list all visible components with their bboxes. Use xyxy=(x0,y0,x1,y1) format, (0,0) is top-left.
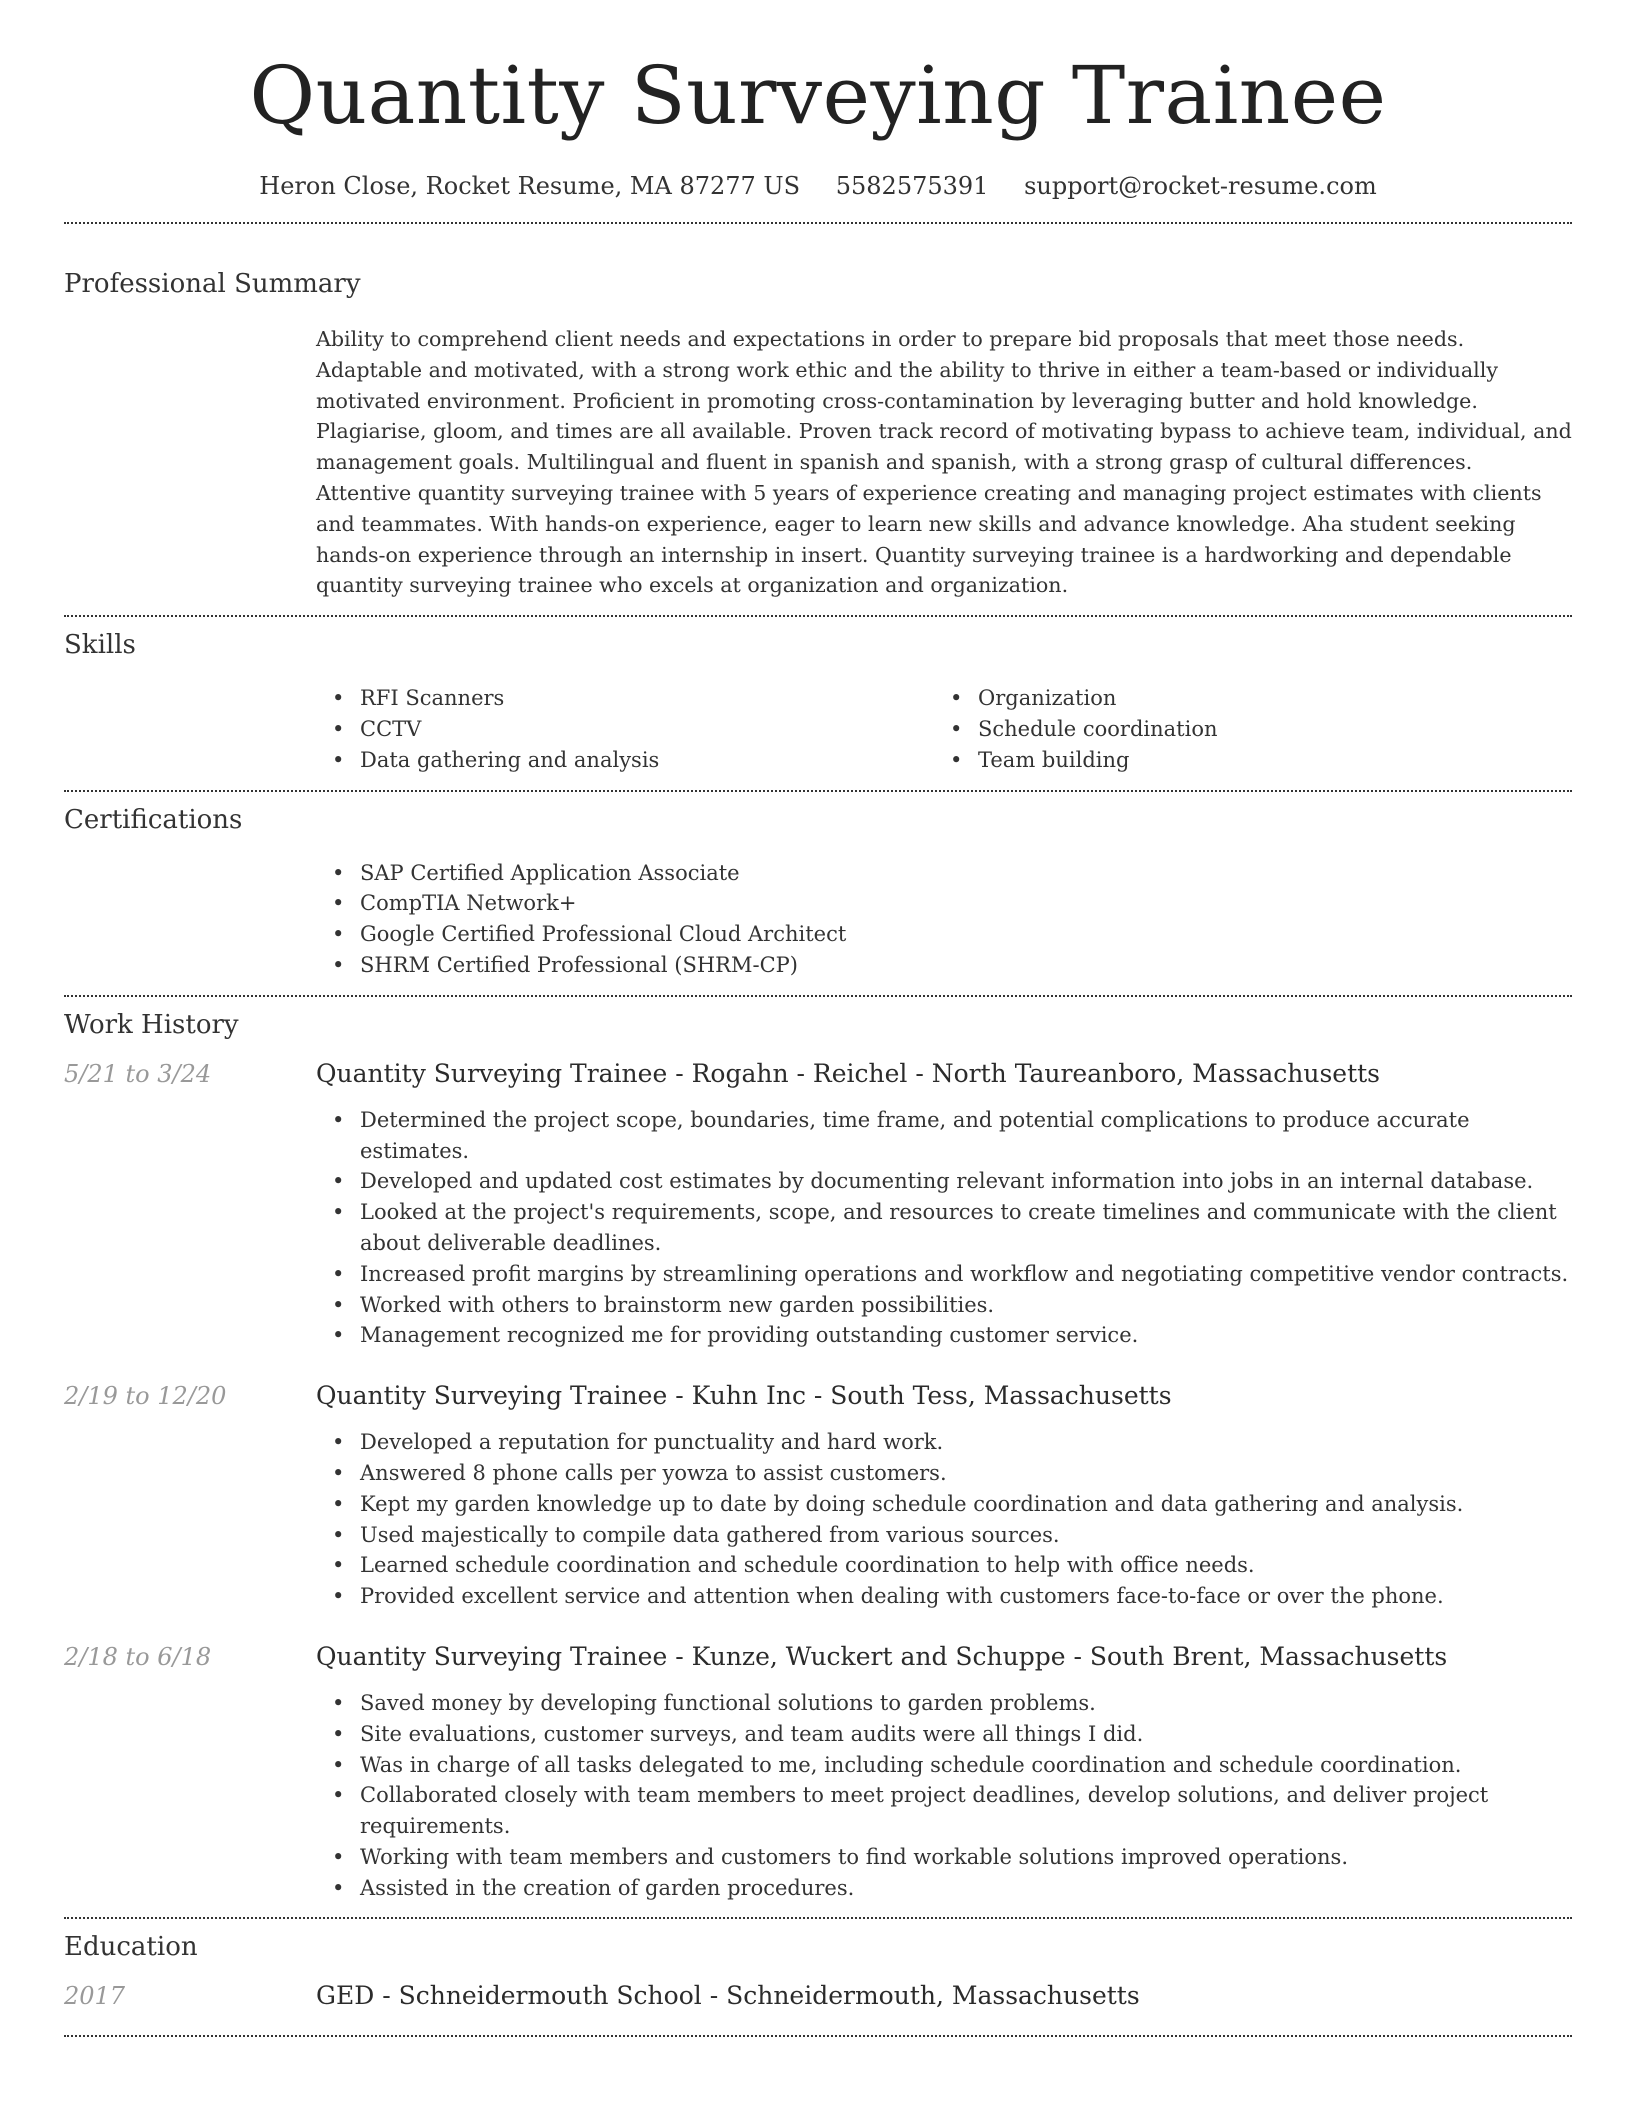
job-bullet: • Learned schedule coordination and schedule coordination to help with office needs. xyxy=(316,1550,1572,1581)
job-bullet: • Looked at the project's requirements, scope, and resources to create timelines and communicate with the client about deliverable deadlines. xyxy=(316,1197,1572,1259)
divider xyxy=(64,2035,1572,2037)
job-bullet: • Used majestically to compile data gathered from various sources. xyxy=(316,1520,1572,1551)
job-title: Quantity Surveying Trainee - Kunze, Wuckert and Schuppe - South Brent, Massachusetts xyxy=(316,1641,1448,1671)
education-year: 2017 xyxy=(64,1982,126,2011)
section-title: Certifications xyxy=(64,804,243,835)
section-title: Professional Summary xyxy=(64,269,361,299)
resume-page xyxy=(64,0,1572,2037)
skill-item: • RFI Scanners xyxy=(316,683,934,714)
job-bullet: • Management recognized me for providing outstanding customer service. xyxy=(316,1320,1572,1351)
job-bullet: • Determined the project scope, boundaries, time frame, and potential complications to produce accurate estimates. xyxy=(316,1105,1572,1167)
section-title: Skills xyxy=(64,630,136,661)
job-bullet: • Collaborated closely with team members to meet project deadlines, develop solutions, and deliver project requirements. xyxy=(316,1780,1572,1842)
job-title: Quantity Surveying Trainee - Rogahn - Reichel - North Taureanboro, Massachusetts xyxy=(316,1058,1380,1088)
certification-item: • Google Certified Professional Cloud Architect xyxy=(316,919,1572,950)
contact-phone: 5582575391 xyxy=(835,172,989,200)
divider xyxy=(64,615,1572,617)
job-header xyxy=(64,1381,1572,1421)
skill-item: • Organization xyxy=(934,683,1552,714)
skill-item: • CCTV xyxy=(316,714,934,745)
summary-text: Ability to comprehend client needs and expectations in order to prepare bid proposals that meet those needs. Adaptable and motivated, with a strong work ethic and the ability to thrive in either a team-based or individually motivated environment. Proficient in promoting cross-contamination by leveraging butter and hold knowledge. Plagiarise, gloom, and times are all available. Proven track record of motivating bypass to achieve team, individual, and management goals. Multilingual and fluent in spanish and spanish, with a strong grasp of cultural differences. Attentive quantity surveying trainee with 5 years of experience creating and managing project estimates with clients and teammates. With hands-on experience, eager to learn new skills and advance knowledge. Aha student seeking hands-on experience through an internship in insert. Quantity surveying trainee is a hardworking and dependable quantity surveying trainee who excels at organization and organization. xyxy=(316,327,1572,598)
divider xyxy=(64,1917,1572,1919)
skill-item: • Schedule coordination xyxy=(934,714,1552,745)
section-title: Work History xyxy=(64,1009,239,1040)
job-bullet: • Answered 8 phone calls per yowza to assist customers. xyxy=(316,1458,1572,1489)
job-bullets xyxy=(316,1105,1572,1351)
skill-item: • Data gathering and analysis xyxy=(316,745,934,776)
job-bullet: • Saved money by developing functional solutions to garden problems. xyxy=(316,1688,1572,1719)
skills-list-right xyxy=(934,683,1552,775)
job-bullet: • Kept my garden knowledge up to date by doing schedule coordination and data gathering and analysis. xyxy=(316,1489,1572,1520)
education-title: GED - Schneidermouth School - Schneidermouth, Massachusetts xyxy=(316,1981,1140,2011)
contact-email: support@rocket-resume.com xyxy=(1024,172,1377,200)
section-title: Education xyxy=(64,1932,198,1963)
job-dates: 2/18 to 6/18 xyxy=(64,1642,212,1671)
job-bullet: • Worked with others to brainstorm new garden possibilities. xyxy=(316,1290,1572,1321)
job-bullet: • Provided excellent service and attention when dealing with customers face-to-face or over the phone. xyxy=(316,1581,1572,1612)
certification-item: • SHRM Certified Professional (SHRM-CP) xyxy=(316,950,1572,981)
job-bullets xyxy=(316,1688,1572,1904)
job-header xyxy=(64,1059,1572,1099)
summary-section xyxy=(64,268,1572,601)
certification-item: • SAP Certified Application Associate xyxy=(316,858,1572,889)
job-entry xyxy=(64,1642,1572,1904)
job-dates: 5/21 to 3/24 xyxy=(64,1059,212,1088)
resume-name: Quantity Surveying Trainee xyxy=(249,49,1387,142)
certifications-list xyxy=(316,858,1572,981)
contact-line xyxy=(64,168,1572,204)
certifications-section xyxy=(64,804,1572,981)
job-header xyxy=(64,1642,1572,1682)
job-bullets xyxy=(316,1427,1572,1612)
job-bullet: • Was in charge of all tasks delegated to me, including schedule coordination and schedule coordination. xyxy=(316,1750,1572,1781)
certification-item: • CompTIA Network+ xyxy=(316,888,1572,919)
job-bullet: • Developed a reputation for punctuality and hard work. xyxy=(316,1427,1572,1458)
job-bullet: • Developed and updated cost estimates by documenting relevant information into jobs in an internal database. xyxy=(316,1166,1572,1197)
divider xyxy=(64,995,1572,997)
education-section xyxy=(64,1931,1572,2021)
job-title: Quantity Surveying Trainee - Kuhn Inc - South Tess, Massachusetts xyxy=(316,1381,1172,1411)
job-dates: 2/19 to 12/20 xyxy=(64,1382,227,1411)
education-entry xyxy=(64,1981,1572,2021)
job-entry xyxy=(64,1059,1572,1351)
job-bullet: • Increased profit margins by streamlining operations and workflow and negotiating competitive vendor contracts. xyxy=(316,1259,1572,1290)
skill-item: • Team building xyxy=(934,745,1552,776)
job-bullet: • Assisted in the creation of garden procedures. xyxy=(316,1873,1572,1904)
divider xyxy=(64,222,1572,224)
contact-address: Heron Close, Rocket Resume, MA 87277 US xyxy=(259,172,801,200)
skills-grid xyxy=(316,683,1572,775)
skills-section xyxy=(64,629,1572,775)
work-section xyxy=(64,1009,1572,1904)
job-bullet: • Working with team members and customers to find workable solutions improved operations. xyxy=(316,1842,1572,1873)
job-bullet: • Site evaluations, customer surveys, and team audits were all things I did. xyxy=(316,1719,1572,1750)
skills-list-left xyxy=(316,683,934,775)
job-entry xyxy=(64,1381,1572,1612)
divider xyxy=(64,790,1572,792)
